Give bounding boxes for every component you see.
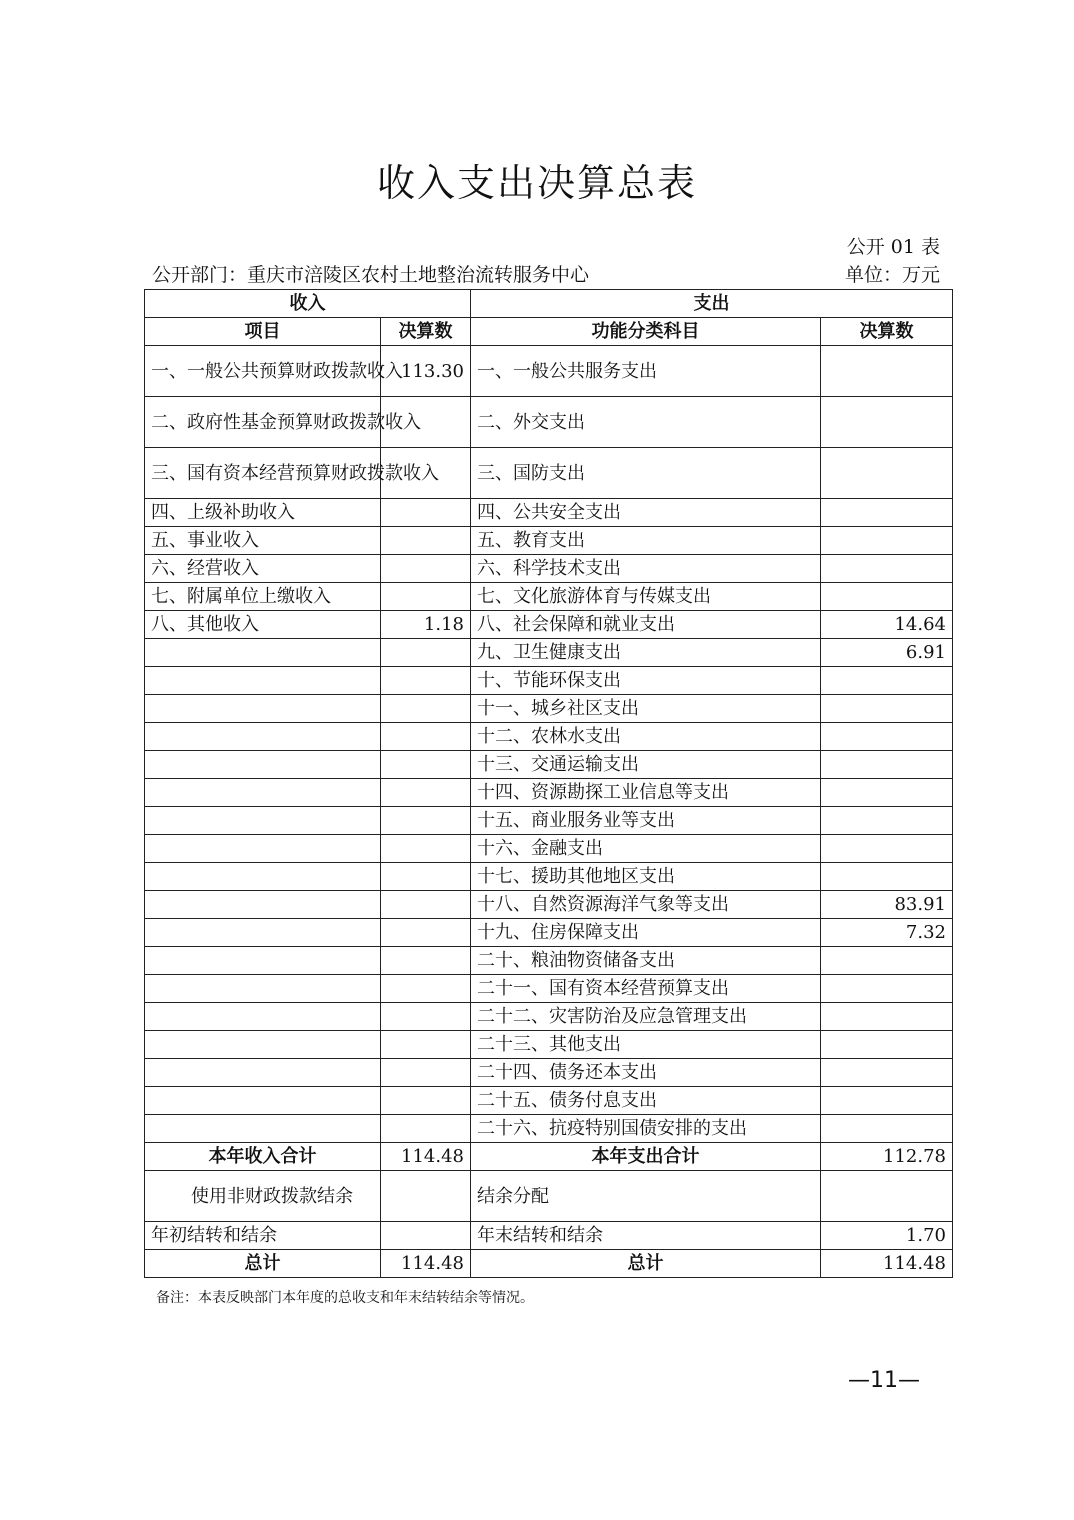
header-func-category: 功能分类科目 (471, 318, 821, 346)
expense-item-label: 十四、资源勘探工业信息等支出 (471, 779, 821, 807)
income-item-value (381, 695, 471, 723)
income-item-value (381, 527, 471, 555)
expense-item-value (821, 1087, 953, 1115)
expense-item-value: 6.91 (821, 639, 953, 667)
table-row (145, 919, 953, 947)
header-expense: 支出 (471, 290, 953, 318)
income-item-value (381, 499, 471, 527)
expense-item-value (821, 1115, 953, 1143)
income-item-value: 1.18 (381, 611, 471, 639)
income-item-value (381, 947, 471, 975)
table-row (145, 1087, 953, 1115)
income-item-value (381, 1003, 471, 1031)
expense-item-label: 二十、粮油物资储备支出 (471, 947, 821, 975)
expense-item-value (821, 667, 953, 695)
expense-item-label: 十六、金融支出 (471, 835, 821, 863)
income-item-value (381, 639, 471, 667)
expense-item-label: 六、科学技术支出 (471, 555, 821, 583)
expense-item-value (821, 695, 953, 723)
expense-item-value (821, 863, 953, 891)
income-item-label (145, 807, 381, 835)
income-item-label: 七、附属单位上缴收入 (145, 583, 381, 611)
page-number: —11— (848, 1368, 920, 1393)
income-item-label: 三、国有资本经营预算财政拨款收入 (145, 448, 381, 499)
table-row (145, 667, 953, 695)
income-item-label (145, 1059, 381, 1087)
income-balance-value (381, 1222, 471, 1250)
expense-item-value (821, 448, 953, 499)
expense-item-value (821, 499, 953, 527)
table-row (145, 1059, 953, 1087)
table-header-row-1 (145, 290, 953, 318)
income-item-value (381, 583, 471, 611)
table-row (145, 639, 953, 667)
income-item-label (145, 695, 381, 723)
income-balance-value (381, 1171, 471, 1222)
expense-item-value: 7.32 (821, 919, 953, 947)
expense-item-value (821, 779, 953, 807)
income-item-label (145, 1087, 381, 1115)
table-row (145, 1031, 953, 1059)
income-item-label (145, 1115, 381, 1143)
income-item-label (145, 667, 381, 695)
expense-item-label: 二、外交支出 (471, 397, 821, 448)
income-item-label (145, 1031, 381, 1059)
income-item-value (381, 807, 471, 835)
department-label: 公开部门：重庆市涪陵区农村土地整治流转服务中心 (152, 264, 590, 286)
expense-item-label: 十二、农林水支出 (471, 723, 821, 751)
income-item-label (145, 891, 381, 919)
final-accounts-table (144, 289, 953, 1278)
table-row (145, 448, 953, 499)
table-note: 备注：本表反映部门本年度的总收支和年末结转结余等情况。 (156, 1290, 534, 1306)
expense-item-value (821, 527, 953, 555)
expense-balance-label: 结余分配 (471, 1171, 821, 1222)
expense-item-label: 五、教育支出 (471, 527, 821, 555)
income-item-label (145, 723, 381, 751)
table-row (145, 863, 953, 891)
income-item-value: 113.30 (381, 346, 471, 397)
income-item-label: 四、上级补助收入 (145, 499, 381, 527)
expense-item-label: 二十一、国有资本经营预算支出 (471, 975, 821, 1003)
income-item-label (145, 639, 381, 667)
table-row (145, 947, 953, 975)
expense-item-label: 二十二、灾害防治及应急管理支出 (471, 1003, 821, 1031)
expense-item-label: 十、节能环保支出 (471, 667, 821, 695)
expense-item-value (821, 975, 953, 1003)
expense-item-value (821, 555, 953, 583)
expense-item-label: 八、社会保障和就业支出 (471, 611, 821, 639)
expense-item-label: 四、公共安全支出 (471, 499, 821, 527)
expense-item-label: 十九、住房保障支出 (471, 919, 821, 947)
expense-item-label: 十八、自然资源海洋气象等支出 (471, 891, 821, 919)
expense-item-value (821, 835, 953, 863)
expense-item-label: 十五、商业服务业等支出 (471, 807, 821, 835)
expense-item-value (821, 807, 953, 835)
table-row (145, 555, 953, 583)
expense-item-label: 十七、援助其他地区支出 (471, 863, 821, 891)
income-item-label (145, 835, 381, 863)
income-total-label: 总计 (145, 1250, 381, 1278)
table-row (145, 1003, 953, 1031)
expense-item-label: 二十六、抗疫特别国债安排的支出 (471, 1115, 821, 1143)
income-item-label (145, 919, 381, 947)
expense-item-label: 二十五、债务付息支出 (471, 1087, 821, 1115)
expense-total-value: 114.48 (821, 1250, 953, 1278)
income-item-value (381, 667, 471, 695)
income-item-value (381, 779, 471, 807)
income-balance-label: 年初结转和结余 (145, 1222, 381, 1250)
income-item-label (145, 1003, 381, 1031)
balance-row (145, 1171, 953, 1222)
table-row (145, 975, 953, 1003)
expense-item-label: 九、卫生健康支出 (471, 639, 821, 667)
page-title: 收入支出决算总表 (376, 161, 697, 205)
expense-item-label: 七、文化旅游体育与传媒支出 (471, 583, 821, 611)
expense-item-value (821, 1031, 953, 1059)
expense-item-value (821, 947, 953, 975)
income-item-label (145, 975, 381, 1003)
expense-item-value (821, 723, 953, 751)
income-item-label (145, 863, 381, 891)
header-income: 收入 (145, 290, 471, 318)
expense-item-value (821, 346, 953, 397)
subtotal-row (145, 1143, 953, 1171)
table-row (145, 611, 953, 639)
header-item: 项目 (145, 318, 381, 346)
income-total-value: 114.48 (381, 1250, 471, 1278)
balance-row (145, 1222, 953, 1250)
income-item-value (381, 975, 471, 1003)
table-row (145, 397, 953, 448)
total-row (145, 1250, 953, 1278)
income-item-label: 五、事业收入 (145, 527, 381, 555)
expense-item-label: 十三、交通运输支出 (471, 751, 821, 779)
expense-item-label: 二十三、其他支出 (471, 1031, 821, 1059)
income-item-label (145, 751, 381, 779)
expense-item-value: 14.64 (821, 611, 953, 639)
table-row (145, 583, 953, 611)
income-item-label: 二、政府性基金预算财政拨款收入 (145, 397, 381, 448)
income-item-value (381, 835, 471, 863)
income-item-value (381, 891, 471, 919)
table-row (145, 807, 953, 835)
expense-item-value (821, 1059, 953, 1087)
expense-subtotal-label: 本年支出合计 (471, 1143, 821, 1171)
table-row (145, 835, 953, 863)
income-item-value (381, 751, 471, 779)
income-item-label: 六、经营收入 (145, 555, 381, 583)
income-item-label: 八、其他收入 (145, 611, 381, 639)
income-item-value (381, 1115, 471, 1143)
expense-balance-value (821, 1171, 953, 1222)
income-item-value (381, 555, 471, 583)
header-amount: 决算数 (381, 318, 471, 346)
expense-item-label: 二十四、债务还本支出 (471, 1059, 821, 1087)
expense-item-label: 十一、城乡社区支出 (471, 695, 821, 723)
header-amount-expense: 决算数 (821, 318, 953, 346)
income-item-value (381, 1087, 471, 1115)
expense-item-value (821, 1003, 953, 1031)
income-item-value (381, 863, 471, 891)
unit-label: 单位：万元 (844, 264, 940, 286)
table-row (145, 723, 953, 751)
income-item-value (381, 1059, 471, 1087)
table-row (145, 751, 953, 779)
table-row (145, 346, 953, 397)
table-header-row-2 (145, 318, 953, 346)
form-number: 公开 01 表 (846, 236, 940, 258)
expense-balance-value: 1.70 (821, 1222, 953, 1250)
table-row (145, 527, 953, 555)
table-row (145, 1115, 953, 1143)
table-row (145, 891, 953, 919)
expense-subtotal-value: 112.78 (821, 1143, 953, 1171)
table-row (145, 695, 953, 723)
table-row (145, 779, 953, 807)
table-body (145, 346, 953, 1278)
expense-item-label: 一、一般公共服务支出 (471, 346, 821, 397)
income-item-label: 一、一般公共预算财政拨款收入 (145, 346, 381, 397)
income-subtotal-value: 114.48 (381, 1143, 471, 1171)
expense-balance-label: 年末结转和结余 (471, 1222, 821, 1250)
expense-item-value: 83.91 (821, 891, 953, 919)
table-row (145, 499, 953, 527)
income-item-label (145, 947, 381, 975)
expense-item-label: 三、国防支出 (471, 448, 821, 499)
income-balance-label: 使用非财政拨款结余 (145, 1171, 381, 1222)
expense-item-value (821, 751, 953, 779)
income-subtotal-label: 本年收入合计 (145, 1143, 381, 1171)
expense-item-value (821, 583, 953, 611)
income-item-value (381, 723, 471, 751)
expense-total-label: 总计 (471, 1250, 821, 1278)
income-item-label (145, 779, 381, 807)
income-item-value (381, 1031, 471, 1059)
expense-item-value (821, 397, 953, 448)
income-item-value (381, 919, 471, 947)
